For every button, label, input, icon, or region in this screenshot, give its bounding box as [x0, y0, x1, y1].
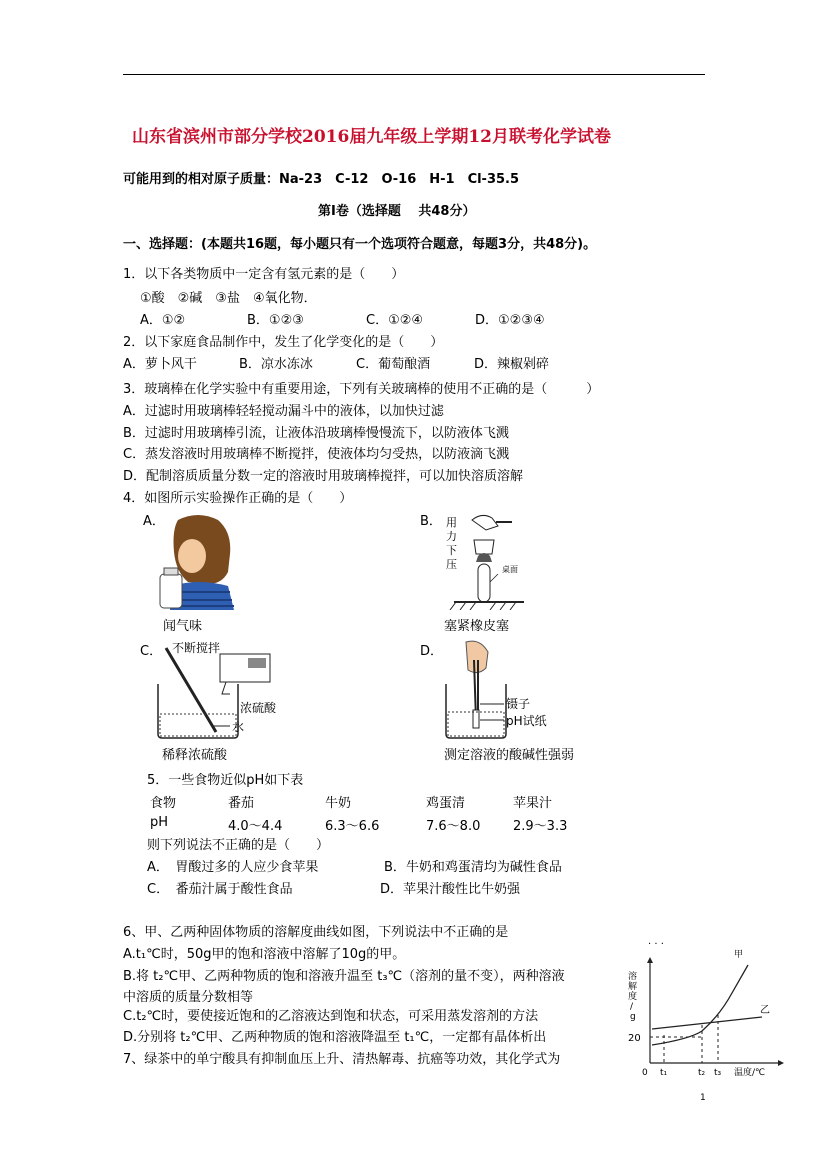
- q6-stem: 6、甲、乙两种固体物质的溶解度曲线如图，下列说法中不正确的是: [123, 925, 509, 940]
- x-tick-t3: t₃: [714, 1068, 722, 1078]
- q3-option-c: C．蒸发溶液时用玻璃棒不断搅拌，使液体均匀受热，以防液滴飞溅: [123, 447, 510, 462]
- page-number: 1: [700, 1093, 706, 1103]
- x-axis-label: 温度/℃: [734, 1068, 766, 1078]
- press-char-2: 力: [446, 530, 457, 543]
- tweezers-label: 镊子: [506, 697, 531, 711]
- q3-option-d: D．配制溶质质量分数一定的溶液时用玻璃棒搅拌，可以加快溶质溶解: [123, 469, 524, 484]
- press-char-4: 压: [446, 558, 457, 571]
- q3-option-b: B．过滤时用玻璃棒引流，让液体沿玻璃棒慢慢流下，以防液体飞溅: [123, 426, 509, 441]
- solubility-chart: [620, 935, 790, 1080]
- press-char-3: 下: [446, 544, 457, 557]
- q4-label-d: D．: [420, 644, 444, 659]
- q5-ph-tomato: 4.0～4.4: [228, 819, 283, 834]
- figure-press-stopper: [440, 510, 530, 610]
- q4-label-b: B．: [420, 514, 442, 529]
- q1-option-c: C．①②④: [366, 313, 424, 328]
- q5-row-label: pH: [150, 815, 169, 830]
- table-label: 桌面: [502, 565, 518, 574]
- section-heading: 一、选择题：(本题共16题，每小题只有一个选项符合题意，每题3分，共48分)。: [123, 237, 597, 252]
- q7-stem: 7、绿茶中的单宁酸具有抑制血压上升、清热解毒、抗癌等功效，其化学式为: [123, 1052, 561, 1067]
- q2-stem: 2．以下家庭食品制作中，发生了化学变化的是（ ）: [123, 335, 444, 350]
- q6-option-b-line2: 中溶质的质量分数相等: [123, 990, 254, 1005]
- water-label: 水: [232, 720, 245, 734]
- q1-option-d: D．①②③④: [475, 313, 545, 328]
- q5-question: 则下列说法不正确的是（ ）: [147, 838, 330, 853]
- q1-option-b: B．①②③: [247, 313, 304, 328]
- q6-option-d: D.分别将 t₂℃甲、乙两种物质的饱和溶液降温至 t₁℃，一定都有晶体析出: [123, 1030, 547, 1045]
- q5-option-b: B．牛奶和鸡蛋清均为碱性食品: [384, 860, 562, 875]
- x-tick-t1: t₁: [660, 1068, 668, 1078]
- q4-caption-b: 塞紧橡皮塞: [444, 619, 510, 634]
- q2-option-c: C．葡萄酿酒: [356, 357, 431, 372]
- q5-header-eggwhite: 鸡蛋清: [426, 796, 466, 811]
- q1-option-a: A．①②: [140, 313, 186, 328]
- series-jia-curve: [652, 965, 748, 1045]
- q4-stem: 4．如图所示实验操作正确的是（ ）: [123, 491, 353, 506]
- q5-header-tomato: 番茄: [228, 796, 255, 811]
- q5-ph-applejuice: 2.9～3.3: [513, 819, 568, 834]
- y-label-2: 解: [628, 982, 638, 992]
- volume-heading: 第Ⅰ卷（选择题 共48分）: [318, 204, 476, 219]
- header-rule: [123, 74, 705, 75]
- legend-yi: 乙: [760, 1005, 770, 1016]
- q3-stem: 3．玻璃棒在化学实验中有重要用途，下列有关玻璃棒的使用不正确的是（ ）: [123, 382, 600, 397]
- chart-annotation: · · ·: [648, 939, 664, 950]
- y-label-4: /: [630, 1002, 634, 1012]
- ph-paper-label: pH试纸: [506, 714, 547, 728]
- q5-header-applejuice: 苹果汁: [513, 796, 553, 811]
- q5-option-a: A． 胃酸过多的人应少食苹果: [147, 860, 319, 875]
- x-tick-0: 0: [642, 1068, 648, 1078]
- figure-smell-odor: [158, 512, 238, 612]
- y-label-5: g: [630, 1012, 636, 1022]
- q6-option-b-line1: B.将 t₂℃甲、乙两种物质的饱和溶液升温至 t₃℃（溶剂的量不变），两种溶液: [123, 969, 565, 984]
- acid-label: 浓硫酸: [240, 701, 277, 715]
- q4-caption-d: 测定溶液的酸碱性强弱: [444, 748, 575, 763]
- x-tick-t2: t₂: [698, 1068, 706, 1078]
- figure-ph-test: [440, 640, 580, 740]
- figure-dilute-acid: [150, 640, 300, 740]
- q6-option-a: A.t₁℃时，50g甲的饱和溶液中溶解了10g的甲。: [123, 947, 406, 962]
- q5-option-d: D．苹果汁酸性比牛奶强: [380, 882, 521, 897]
- press-char-1: 用: [446, 516, 457, 529]
- q1-stem: 1．以下各类物质中一定含有氢元素的是（ ）: [123, 267, 405, 282]
- q5-header-milk: 牛奶: [325, 796, 352, 811]
- q2-option-d: D．辣椒剁碎: [474, 357, 550, 372]
- q5-header-food: 食物: [150, 796, 177, 811]
- y-label-1: 溶: [628, 972, 638, 982]
- y-tick-20: 20: [628, 1033, 641, 1044]
- y-label-3: 度: [628, 992, 638, 1002]
- q2-option-a: A．萝卜风干: [123, 357, 197, 372]
- q4-label-c: C．: [140, 644, 163, 659]
- atomic-mass-line: 可能用到的相对原子质量：Na-23 C-12 O-16 H-1 Cl-35.5: [123, 172, 520, 187]
- q4-label-a: A．: [143, 514, 165, 529]
- page-title: 山东省滨州市部分学校2016届九年级上学期12月联考化学试卷: [132, 127, 611, 147]
- q6-option-c: C.t₂℃时，要使接近饱和的乙溶液达到饱和状态，可采用蒸发溶剂的方法: [123, 1009, 539, 1024]
- q5-ph-eggwhite: 7.6～8.0: [426, 819, 481, 834]
- q4-caption-a: 闻气味: [163, 619, 203, 634]
- stir-label: 不断搅拌: [172, 641, 221, 655]
- legend-jia: 甲: [734, 950, 744, 960]
- q1-items: ①酸 ②碱 ③盐 ④氧化物．: [140, 291, 317, 306]
- q2-option-b: B．凉水冻冰: [239, 357, 313, 372]
- q3-option-a: A．过滤时用玻璃棒轻轻搅动漏斗中的液体，以加快过滤: [123, 404, 444, 419]
- q5-option-c: C． 番茄汁属于酸性食品: [147, 882, 293, 897]
- q4-caption-c: 稀释浓硫酸: [162, 748, 228, 763]
- q5-stem: 5．一些食物近似pH如下表: [147, 773, 304, 788]
- q5-ph-milk: 6.3～6.6: [325, 819, 380, 834]
